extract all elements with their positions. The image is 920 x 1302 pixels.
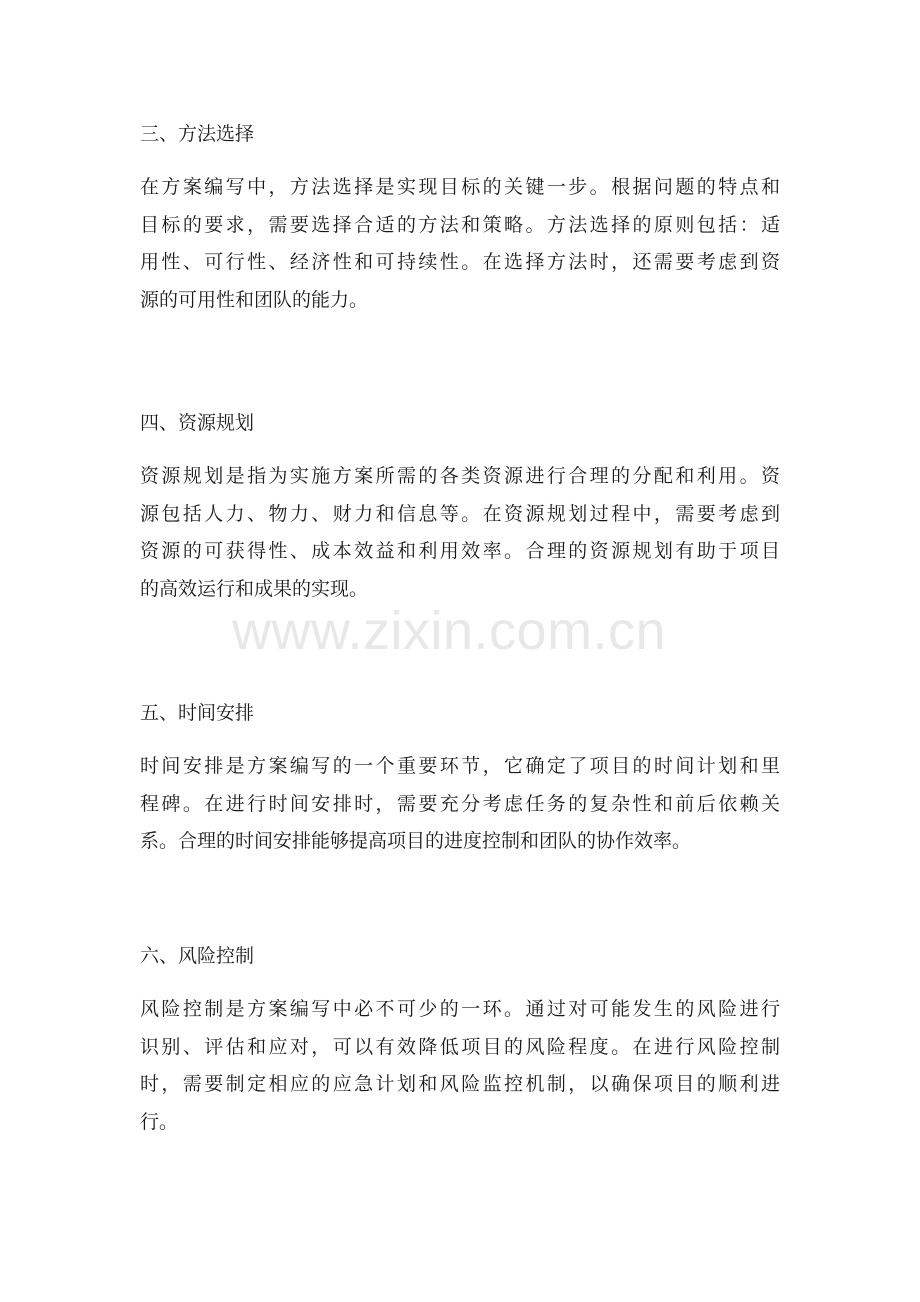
- section-paragraph: [140, 169, 780, 319]
- section-risk-control: [140, 944, 780, 1141]
- paragraph-line: 风险控制是方案编写中必不可少的一环。通过对可能发生的风险进行: [140, 998, 780, 1020]
- section-resource-planning: [140, 411, 780, 608]
- section-paragraph: [140, 458, 780, 608]
- paragraph-line: 的高效运行和成果的实现。: [140, 577, 369, 600]
- section-heading: 六、风险控制: [140, 945, 255, 967]
- paragraph-line: 系。合理的时间安排能够提高项目的进度控制和团队的协作效率。: [140, 830, 692, 852]
- paragraph-line: 行。: [140, 1110, 179, 1133]
- paragraph-line: 时，需要制定相应的应急计划和风险监控机制，以确保项目的顺利进: [140, 1073, 780, 1095]
- paragraph-line: 在方案编写中，方法选择是实现目标的关键一步。根据问题的特点和: [140, 176, 780, 198]
- paragraph-line: 源的可用性和团队的能力。: [140, 288, 369, 311]
- paragraph-line: 资源的可获得性、成本效益和利用效率。合理的资源规划有助于项目: [140, 540, 780, 562]
- section-time-schedule: [140, 701, 780, 861]
- paragraph-line: 识别、评估和应对，可以有效降低项目的风险程度。在进行风险控制: [140, 1035, 780, 1058]
- paragraph-line: 资源规划是指为实施方案所需的各类资源进行合理的分配和利用。资: [140, 465, 780, 487]
- paragraph-line: 目标的要求，需要选择合适的方法和策略。方法选择的原则包括：适: [140, 213, 780, 236]
- section-heading: 五、时间安排: [140, 702, 255, 724]
- watermark: www.zixin.com.cn: [232, 601, 667, 661]
- paragraph-line: 源包括人力、物力、财力和信息等。在资源规划过程中，需要考虑到: [140, 502, 780, 525]
- section-heading: 四、资源规划: [140, 412, 255, 434]
- section-paragraph: [140, 748, 780, 861]
- section-paragraph: [140, 991, 780, 1141]
- section-method-selection: [140, 122, 780, 319]
- paragraph-line: 程碑。在进行时间安排时，需要充分考虑任务的复杂性和前后依赖关: [140, 792, 780, 815]
- paragraph-line: 时间安排是方案编写的一个重要环节，它确定了项目的时间计划和里: [140, 755, 780, 777]
- section-heading: 三、方法选择: [140, 123, 255, 145]
- paragraph-line: 用性、可行性、经济性和可持续性。在选择方法时，还需要考虑到资: [140, 251, 780, 273]
